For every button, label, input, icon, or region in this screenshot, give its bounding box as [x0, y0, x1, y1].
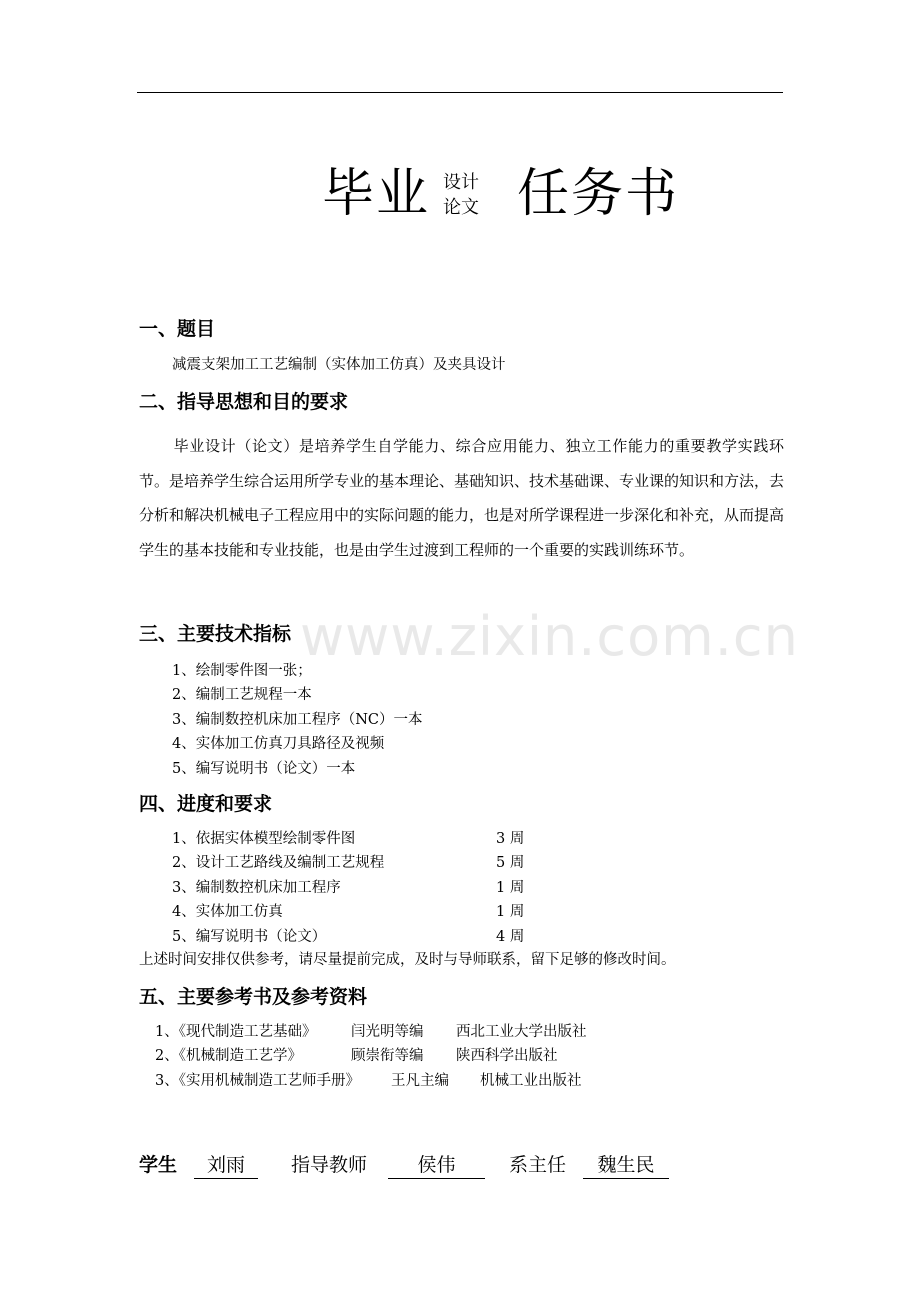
schedule-row [172, 900, 592, 924]
schedule-duration: 4 周 [496, 928, 525, 945]
reference-title: 2、《机械制造工艺学》 [155, 1048, 302, 1065]
section-3-heading: 三、主要技术指标 [139, 623, 292, 645]
reference-author: 闫光明等编 [351, 1024, 424, 1040]
reference-item [155, 1044, 635, 1068]
title-option-thesis: 论文 [443, 197, 479, 218]
section-1-heading: 一、题目 [139, 318, 216, 340]
list-item: 2、编制工艺规程一本 [172, 687, 312, 704]
thesis-topic: 减震支架加工工艺编制（实体加工仿真）及夹具设计 [172, 357, 506, 373]
watermark: www.zixin.com.cn [300, 605, 799, 668]
reference-title: 1、《现代制造工艺基础》 [155, 1024, 317, 1040]
schedule-row [172, 827, 592, 851]
references-list [155, 1020, 635, 1093]
schedule-task: 3、编制数控机床加工程序 [172, 879, 341, 896]
guidance-paragraph [139, 429, 784, 567]
section-4-heading: 四、进度和要求 [139, 793, 273, 815]
reference-item [155, 1069, 635, 1093]
advisor-name: 侯伟 [388, 1152, 485, 1179]
schedule-duration: 1 周 [496, 879, 525, 896]
student-name: 刘雨 [194, 1152, 258, 1179]
advisor-label: 指导教师 [291, 1154, 368, 1176]
top-rule [137, 92, 783, 93]
schedule-row [172, 925, 592, 949]
schedule-duration: 5 周 [496, 855, 525, 872]
schedule-duration: 1 周 [496, 904, 525, 921]
title-stacked-options [443, 170, 479, 220]
schedule-task: 2、设计工艺路线及编制工艺规程 [172, 855, 385, 872]
dean-label: 系主任 [509, 1154, 567, 1176]
dean-name: 魏生民 [583, 1152, 669, 1179]
schedule-row [172, 876, 592, 900]
section-5-heading: 五、主要参考书及参考资料 [139, 986, 368, 1008]
reference-item [155, 1020, 635, 1044]
schedule-task: 1、依据实体模型绘制零件图 [172, 831, 356, 847]
reference-publisher: 西北工业大学出版社 [456, 1024, 587, 1040]
schedule-task: 5、编写说明书（论文） [172, 928, 327, 945]
title-option-design: 设计 [443, 172, 479, 193]
list-item: 4、实体加工仿真刀具路径及视频 [172, 736, 385, 753]
reference-author: 王凡主编 [391, 1072, 449, 1089]
document-title [0, 160, 920, 240]
reference-publisher: 机械工业出版社 [480, 1072, 582, 1089]
guidance-text: 毕业设计（论文）是培养学生自学能力、综合应用能力、独立工作能力的重要教学实践环节。是培养学生综合运用所学专业的基本理论、基础知识、技术基础课、专业课的知识和方法，去分析和解决机械电子工程应用中的实际问题的能力，也是对所学课程进一步深化和补充，从而提高学生的基本技能和专业技能，也是由学生过渡到工程师的一个重要的实践训练环节。 [139, 437, 785, 559]
list-item: 1、绘制零件图一张； [172, 663, 312, 679]
title-main-left: 毕业 [322, 164, 431, 224]
schedule-row [172, 851, 592, 875]
reference-publisher: 陕西科学出版社 [456, 1048, 558, 1065]
schedule-list [172, 827, 592, 949]
student-label: 学生 [139, 1154, 178, 1176]
reference-author: 顾崇衔等编 [351, 1048, 424, 1065]
list-item: 5、编写说明书（论文）一本 [172, 760, 356, 777]
schedule-duration: 3 周 [496, 831, 525, 847]
list-item: 3、编制数控机床加工程序（NC）一本 [172, 711, 423, 728]
tech-indicators-list [172, 659, 423, 781]
schedule-note: 上述时间安排仅供参考，请尽量提前完成，及时与导师联系，留下足够的修改时间。 [139, 952, 676, 968]
section-2-heading: 二、指导思想和目的要求 [139, 391, 349, 413]
schedule-task: 4、实体加工仿真 [172, 904, 283, 921]
title-main-right: 任务书 [517, 164, 680, 224]
reference-title: 3、《实用机械制造工艺师手册》 [155, 1072, 360, 1089]
